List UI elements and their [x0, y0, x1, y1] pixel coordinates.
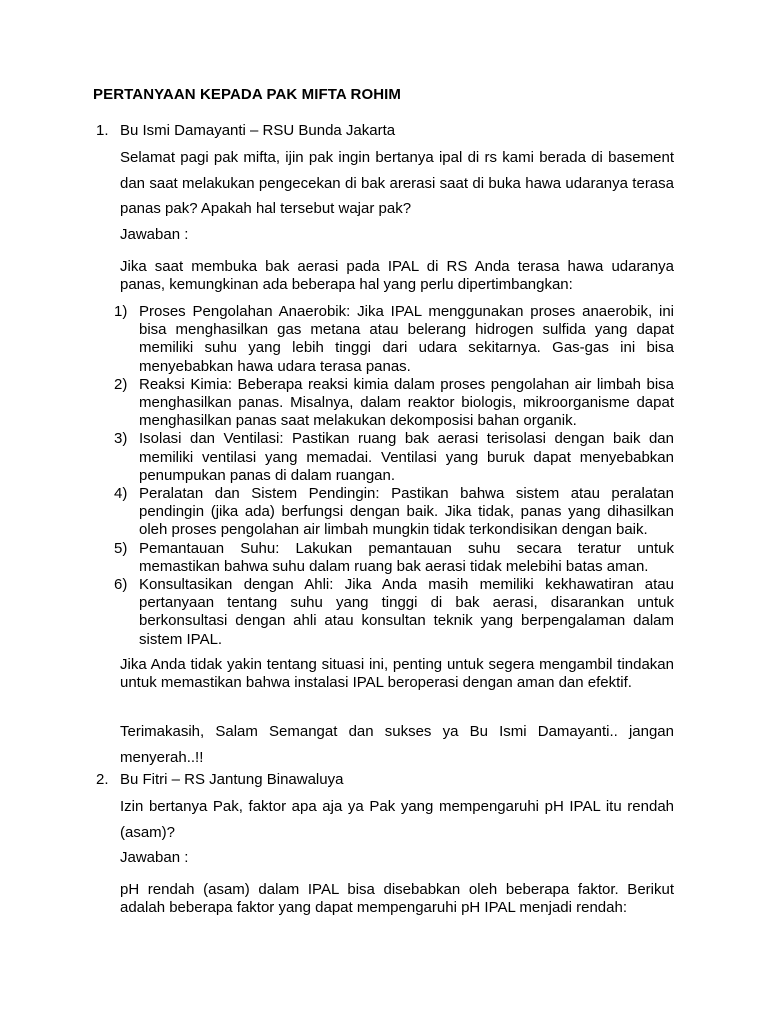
- list-item: [96, 576, 674, 649]
- page-title: PERTANYAAN KEPADA PAK MIFTA ROHIM: [93, 86, 402, 103]
- list-item: [96, 485, 674, 540]
- question-2-answer-label: Jawaban :: [120, 849, 189, 866]
- list-item-number: 6): [114, 576, 128, 594]
- list-item-number: 2): [114, 375, 128, 393]
- question-1-number: 1.: [96, 122, 109, 139]
- question-2-question: Izin bertanya Pak, faktor apa aja ya Pak yang mempengaruhi pH IPAL itu rendah (asam)?: [120, 798, 674, 841]
- list-item-text: Proses Pengolahan Anaerobik: Jika IPAL menggunakan proses anaerobik, ini bisa menghasilkan gas metana atau belerang hidrogen sulfida yang dapat memiliki suhu yang lebih tinggi dari udara sekitarnya. Gas-gas ini bisa menyebabkan hawa udara terasa panas.: [139, 303, 674, 375]
- answer-1-list: [96, 303, 674, 649]
- list-item: [96, 430, 674, 485]
- list-item-number: 3): [114, 430, 128, 448]
- list-item: [96, 540, 674, 576]
- list-item: [96, 376, 674, 431]
- question-1-answer-label: Jawaban :: [120, 225, 189, 243]
- list-item-text: Konsultasikan dengan Ahli: Jika Anda masih memiliki kekhawatiran atau pertanyaan tentang suhu yang tinggi di bak aerasi, disarankan untuk berkonsultasi dengan ahli atau konsultan teknik yang berpengalaman dalam sistem IPAL.: [139, 576, 674, 648]
- list-item-text: Peralatan dan Sistem Pendingin: Pastikan bahwa sistem atau peralatan pendingin (jika ada) berfungsi dengan baik. Jika tidak, panas yang dihasilkan oleh proses pengolahan air limbah mungkin tidak terkondisikan dengan baik.: [139, 485, 674, 539]
- answer-1-closing: Jika Anda tidak yakin tentang situasi ini, penting untuk segera mengambil tindakan untuk memastikan bahwa instalasi IPAL beroperasi dengan aman dan efektif.: [120, 656, 674, 691]
- question-2-text: [120, 794, 674, 871]
- question-1-asker: Bu Ismi Damayanti – RSU Bunda Jakarta: [120, 122, 396, 139]
- question-2-number: 2.: [96, 771, 109, 788]
- answer-1-intro: Jika saat membuka bak aerasi pada IPAL di RS Anda terasa hawa udaranya panas, kemungkinan ada beberapa hal yang perlu dipertimbangkan:: [120, 258, 674, 293]
- question-1-header: [0, 122, 768, 142]
- answer-2-intro: pH rendah (asam) dalam IPAL bisa disebabkan oleh beberapa faktor. Berikut adalah beberapa faktor yang dapat mempengaruhi pH IPAL menjadi rendah:: [120, 881, 674, 916]
- list-item-text: Reaksi Kimia: Beberapa reaksi kimia dalam proses pengolahan air limbah bisa menghasilkan panas. Misalnya, dalam reaktor biologis, mikroorganisme dapat menghasilkan panas saat melakukan dekomposisi bahan organik.: [139, 375, 674, 430]
- list-item-text: Isolasi dan Ventilasi: Pastikan ruang bak aerasi terisolasi dengan baik dan memiliki ventilasi yang memadai. Ventilasi yang buruk dapat menyebabkan penumpukan panas di dalam ruangan.: [139, 430, 674, 484]
- question-2-asker: Bu Fitri – RS Jantung Binawaluya: [120, 771, 344, 788]
- list-item-number: 1): [114, 303, 128, 320]
- list-item-number: 5): [114, 539, 128, 557]
- question-2-header: [0, 771, 768, 791]
- answer-1-thanks: Terimakasih, Salam Semangat dan sukses ya Bu Ismi Damayanti.. jangan menyerah..!!: [120, 723, 674, 766]
- list-item-text: Pemantauan Suhu: Lakukan pemantauan suhu secara teratur untuk memastikan bahwa suhu dalam ruang bak aerasi tidak melebihi batas aman.: [139, 539, 674, 575]
- question-1-question: Selamat pagi pak mifta, ijin pak ingin bertanya ipal di rs kami berada di basement dan saat melakukan pengecekan di bak arerasi saat di buka hawa udaranya terasa panas pak? Apakah hal tersebut wajar pak?: [120, 149, 674, 217]
- list-item: [96, 303, 674, 376]
- question-1-text: [120, 145, 674, 247]
- list-item-number: 4): [114, 485, 128, 503]
